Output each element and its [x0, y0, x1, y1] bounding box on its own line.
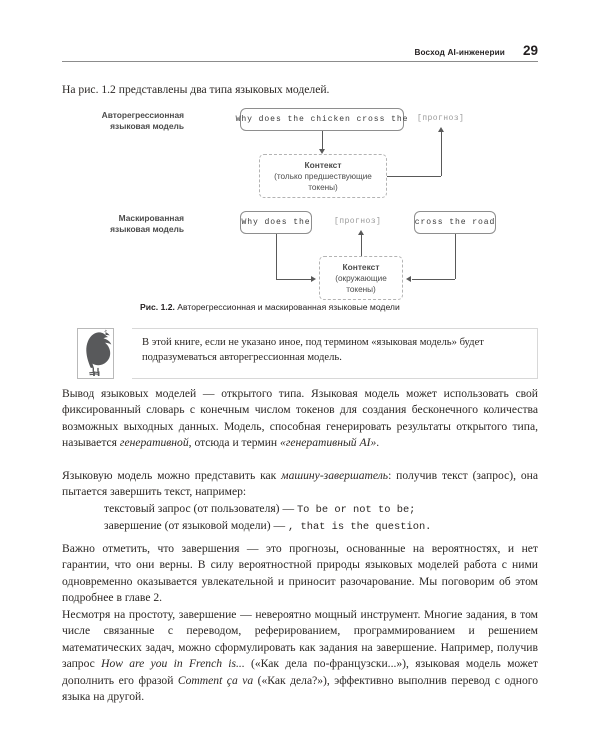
masked-model-label	[74, 213, 184, 236]
autoregressive-label-line1: Авторегрессионная	[101, 110, 184, 120]
figure-caption	[140, 301, 540, 313]
arrow-context-to-masked-prediction-head	[358, 230, 364, 235]
example-prompt-label: текстовый запрос (от пользователя) —	[104, 502, 297, 515]
raven-icon	[77, 328, 114, 379]
autoregressive-context-box	[259, 154, 387, 198]
arrow-right-token-to-context-horizontal	[412, 279, 455, 280]
context-subtitle-line1: (только предшествующие	[274, 171, 372, 181]
p1-part1: Вывод языковых моделей — открытого типа. Языковая модель может использовать свой фиксированный словарь с конечным числом токенов для создания бесконечного количества возможных выходных данных. Модель, способная генерировать результаты открытого типа, называется	[62, 387, 538, 450]
header-rule	[62, 61, 538, 62]
context-title: Контекст	[304, 159, 342, 170]
example-completion-value: , that is the question.	[288, 521, 432, 533]
autoregressive-label-line2: языковая модель	[110, 121, 184, 132]
example-prompt-value: To be or not to be;	[296, 504, 416, 516]
page-number: 29	[522, 43, 538, 58]
masked-token-box-right: cross the road	[414, 211, 496, 234]
arrow-left-token-to-context-head	[311, 276, 316, 282]
p2-part1: Языковую модель можно представить как	[62, 469, 282, 482]
example-completion-line	[104, 518, 538, 536]
masked-context-box	[319, 256, 403, 300]
example-prompt-line	[104, 501, 538, 519]
note-admonition	[62, 328, 538, 382]
note-text: В этой книге, если не указано иное, под термином «языковая модель» будет подразумеваться авторегрессионная модель.	[142, 337, 484, 363]
arrow-context-to-prediction-horizontal	[387, 176, 441, 177]
p2-part2: : получив текст (запрос), она пытается завершить текст, например:	[62, 469, 538, 499]
arrow-left-token-to-context-vertical	[276, 234, 277, 279]
note-body	[132, 328, 538, 379]
context-subtitle-line2: токены)	[346, 284, 376, 294]
example-completion-label: завершение (от языковой модели) —	[104, 519, 288, 532]
autoregressive-model-label	[74, 110, 184, 133]
p1-italic-generative-ai: «генеративный AI»	[280, 436, 377, 450]
masked-label-line1: Маскированная	[118, 213, 184, 223]
figure-caption-number: Рис. 1.2.	[140, 302, 175, 312]
masked-prediction-label: [прогноз]	[334, 217, 382, 226]
autoregressive-token-box: Why does the chicken cross the	[240, 108, 404, 131]
p4-italic-french-phrase: Comment ça va	[177, 673, 254, 687]
arrow-context-to-masked-prediction-stem	[361, 234, 362, 256]
context-subtitle-line1: (окружающие	[335, 273, 387, 283]
figure-1-2	[62, 108, 538, 316]
autoregressive-prediction-label: [прогноз]	[417, 114, 465, 123]
masked-label-line2: языковая модель	[110, 224, 184, 235]
page-header	[62, 38, 538, 62]
paragraph-open-ended-output	[62, 386, 538, 452]
p1-part3: .	[376, 436, 380, 450]
masked-token-box-left: Why does the	[240, 211, 312, 234]
p4-part2: («Как дела по-французски...»), языковая модель может дополнить его фразой	[62, 657, 538, 687]
arrow-right-token-to-context-head	[406, 276, 411, 282]
paragraph-completion-power	[62, 607, 538, 705]
context-subtitle-line2: токены)	[308, 182, 338, 192]
p1-part2: , отсюда и термин	[188, 436, 281, 450]
running-head-group	[414, 43, 538, 58]
running-head-title: Восход AI-инженерии	[414, 48, 505, 57]
arrow-left-token-to-context-horizontal	[276, 279, 312, 280]
paragraph-probabilistic-nature: Важно отметить, что завершения — это прогнозы, основанные на вероятностях, и нет гарантии, что они верны. В силу вероятностной природы языковых моделей работа с ними одновременно оказывается увлекательной и приносит разочарование. Мы поговорим об этом подробнее в главе 2.	[62, 542, 538, 605]
context-title: Контекст	[342, 261, 380, 272]
paragraph-completion-machine	[62, 468, 538, 501]
p4-part1: Несмотря на простоту, завершение — невероятно мощный инструмент. Многие задания, в том числе связанные с переводом, реферированием, программированием и решением математических задач, можно сформулировать как задания на завершение. Например, получив запрос	[62, 608, 538, 671]
arrow-context-to-prediction-vertical	[441, 131, 442, 176]
p2-italic-completion-machine: машину-завершатель	[281, 469, 389, 482]
arrow-right-token-to-context-vertical	[455, 234, 456, 279]
arrow-context-to-prediction-head	[438, 127, 444, 132]
intro-paragraph: На рис. 1.2 представлены два типа языковых моделей.	[62, 83, 330, 96]
figure-caption-text: Авторегрессионная и маскированная языковые модели	[177, 302, 400, 312]
p4-part3: («Как дела?»), эффективно выполнив перевод с одного языка на другой.	[62, 673, 539, 704]
p1-italic-generative: генеративной	[119, 436, 189, 450]
p4-italic-english-prompt: How are you in French is...	[101, 657, 245, 671]
